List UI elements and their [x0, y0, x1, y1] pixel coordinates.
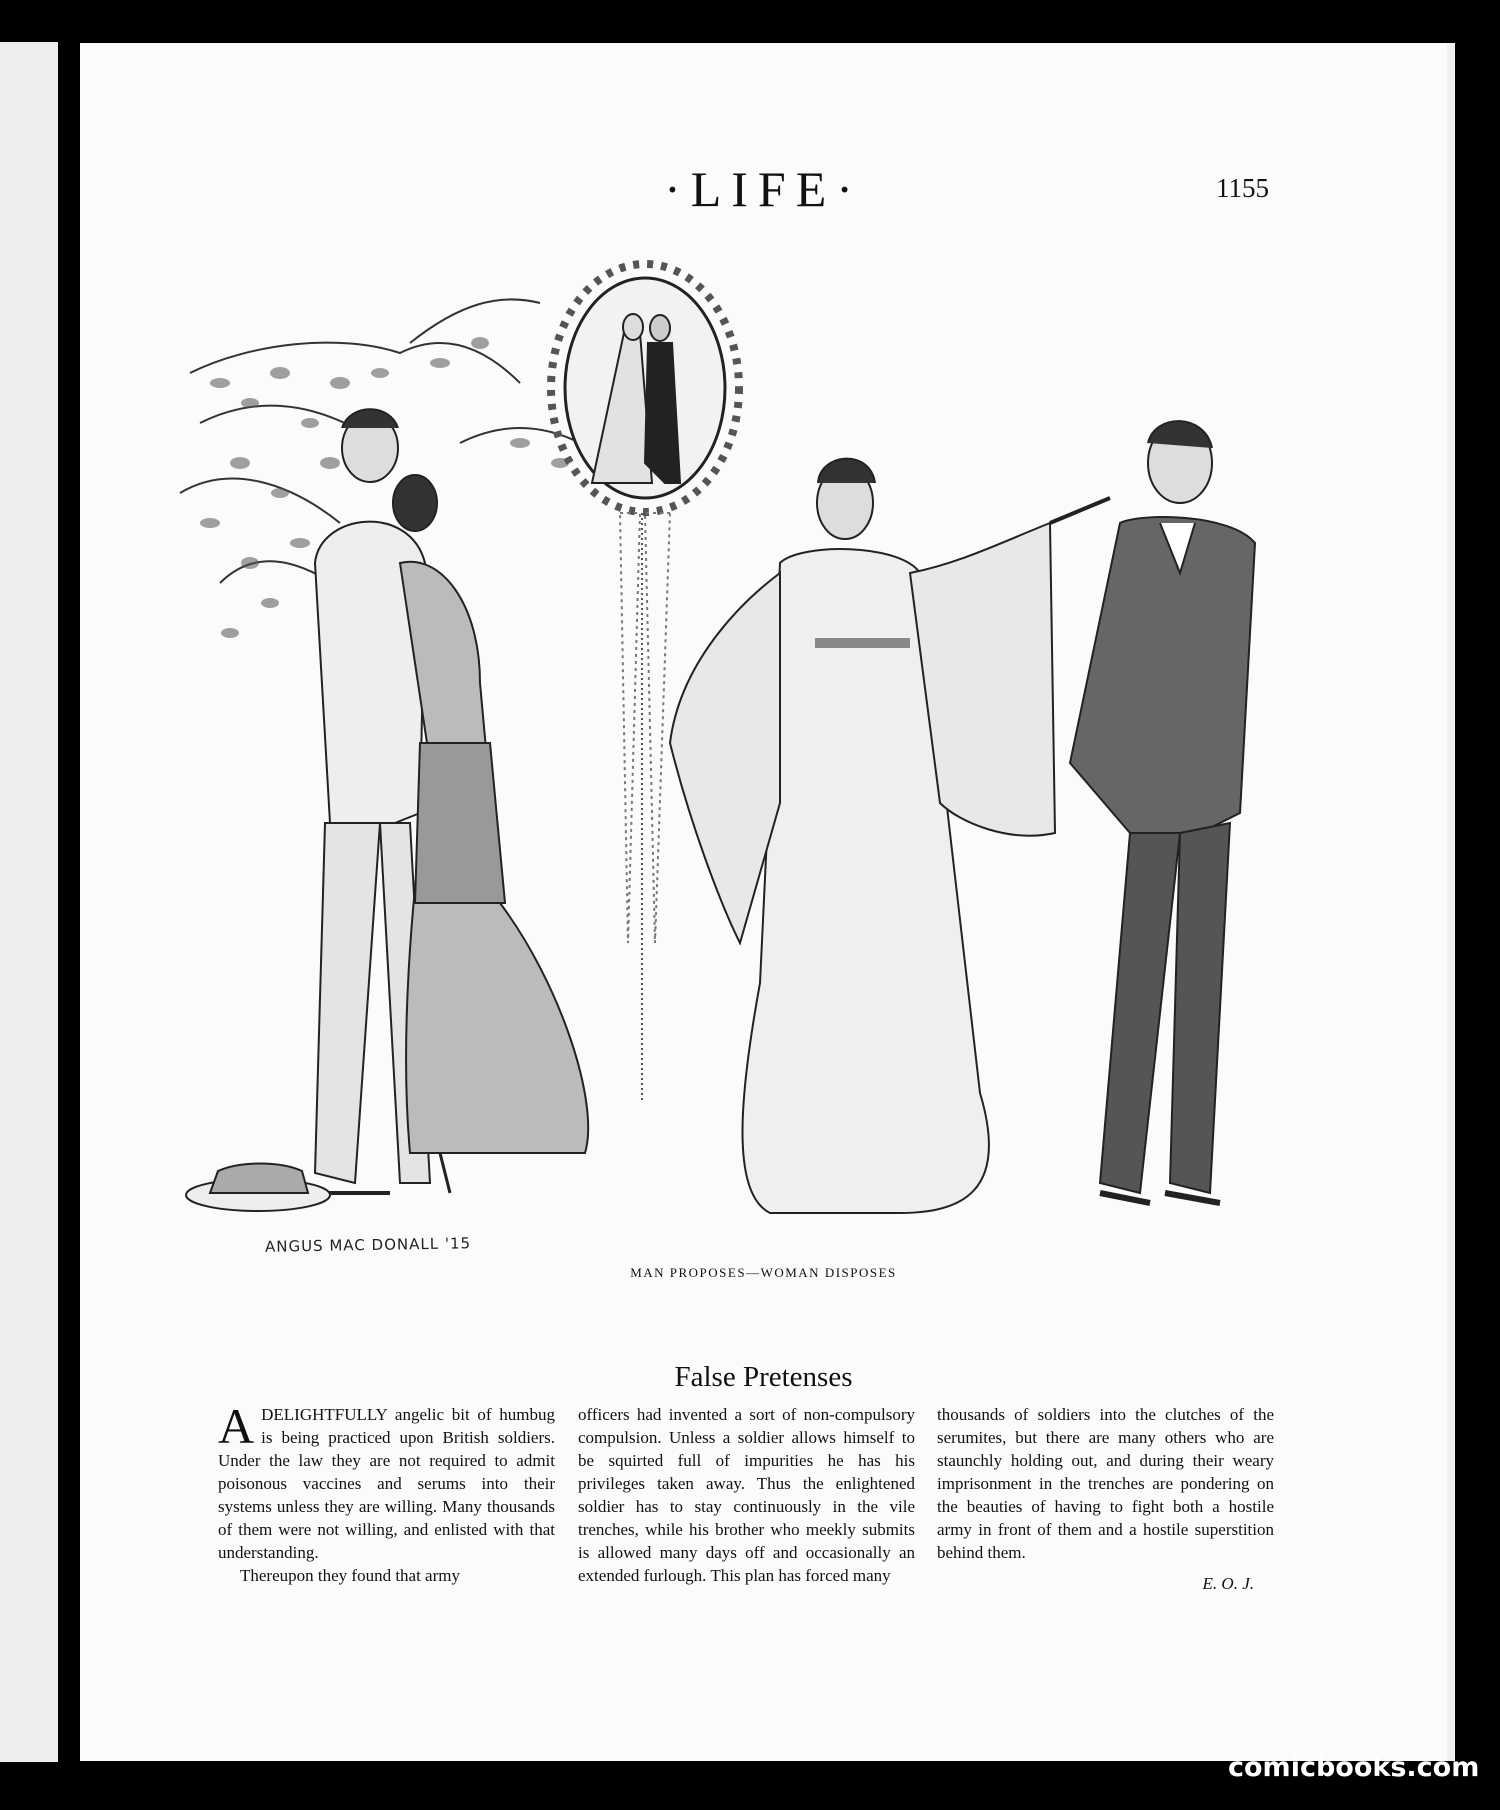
- article-column-3: [937, 1403, 1274, 1595]
- facing-page-edge: [0, 42, 58, 1762]
- illustration-caption: MAN PROPOSES—WOMAN DISPOSES: [630, 1265, 897, 1280]
- watermark: comicbooks.com: [1228, 1752, 1480, 1783]
- article-paragraph: thousands of soldiers into the clutches of the serumites, but there are many others who are staunchly holding out, and during their weary imprisonment in the trenches are pondering on the beauties of having to fight both a hostile army in front of them and a hostile superstition behind them.: [937, 1405, 1274, 1562]
- article-column-2: [578, 1403, 915, 1587]
- paragraph-text: DELIGHTFULLY angelic bit of humbug is being practiced upon British soldiers. Under the law they are not required to admit poisonous vaccines and serums into their systems unless they are willing. Many thousands of them were not willing, and enlisted with that understanding.: [218, 1405, 555, 1562]
- hat-drawing: [186, 1164, 330, 1212]
- page-edge: [1447, 43, 1455, 1761]
- article-column-1: [218, 1398, 555, 1587]
- drop-cap: A: [218, 1398, 255, 1454]
- man-in-suit-drawing: [1070, 421, 1255, 1203]
- magazine-page: [80, 43, 1447, 1761]
- article-title: False Pretenses: [674, 1361, 853, 1393]
- page-number: 1155: [1216, 173, 1269, 203]
- woman-in-kimono-drawing: [670, 459, 1110, 1213]
- artist-signature: ANGUS MAC DONALL '15: [264, 1234, 472, 1256]
- embracing-couple-drawing: [315, 409, 588, 1193]
- article-paragraph: [218, 1398, 555, 1564]
- article-paragraph: Thereupon they found that army: [240, 1566, 460, 1585]
- article-paragraph: officers had invented a sort of non-compulsory compulsion. Unless a soldier allows himself to be squirted full of impurities he has his privileges taken away. Thus the enlightened soldier has to stay continuously in the vile trenches, while his brother who meekly submits is allowed many days off and occasionally an extended furlough. This plan has forced many: [578, 1405, 915, 1585]
- author-initials: E. O. J.: [1202, 1574, 1254, 1593]
- masthead: ·LIFE·: [664, 161, 863, 217]
